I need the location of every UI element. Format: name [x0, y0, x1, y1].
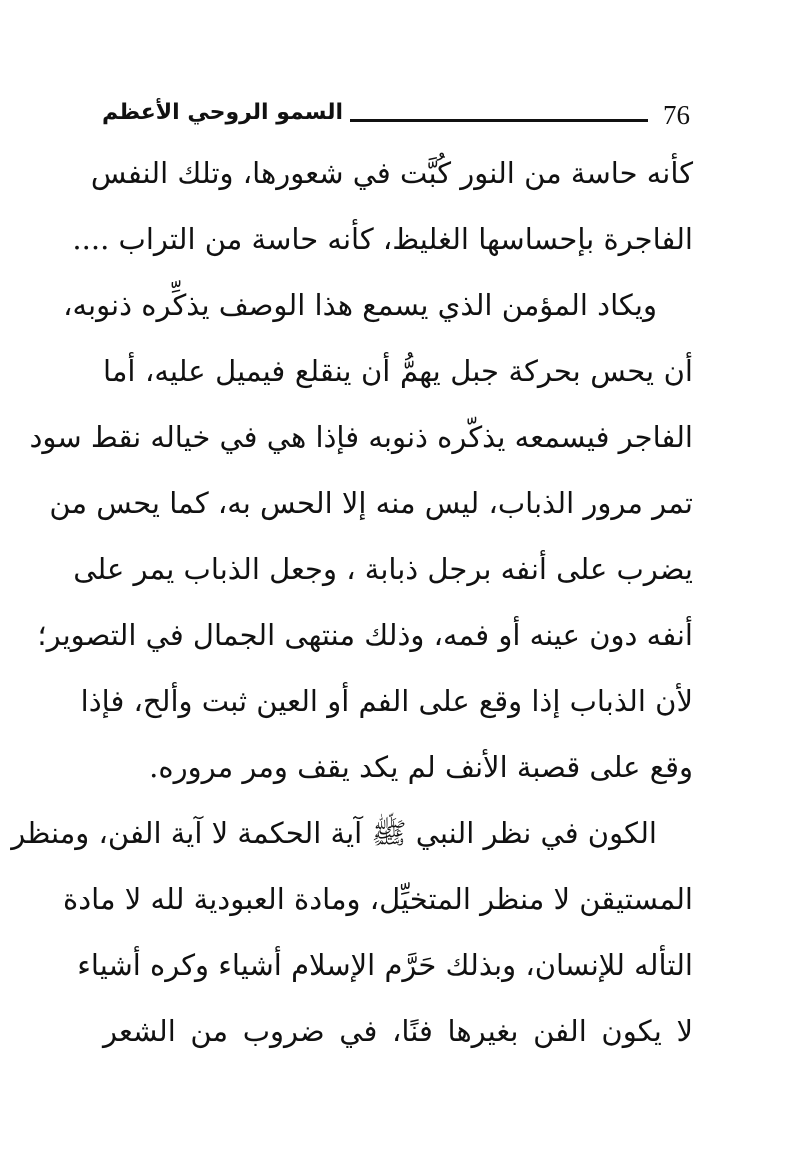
- text-line: المستيقن لا منظر المتخيِّل، ومادة العبودية لله لا مادة: [63, 882, 693, 916]
- text-line: كأنه حاسة من النور كُبَّت في شعورها، وتلك النفس: [90, 156, 693, 190]
- text-line: الفاجرة بإحساسها الغليظ، كأنه حاسة من التراب ....: [72, 222, 693, 256]
- text-line: ويكاد المؤمن الذي يسمع هذا الوصف يذكِّره ذنوبه،: [63, 288, 657, 322]
- text-line: الكون في نظر النبي ﷺ آية الحكمة لا آية الفن، ومنظر: [11, 816, 657, 850]
- text-line: أن يحس بحركة جبل يهمُّ أن ينقلع فيميل عليه، أما: [103, 354, 693, 388]
- text-line: أنفه دون عينه أو فمه، وذلك منتهى الجمال في التصوير؛: [37, 618, 693, 652]
- text-line: لأن الذباب إذا وقع على الفم أو العين ثبت وألح، فإذا: [80, 684, 693, 718]
- text-line: تمر مرور الذباب، ليس منه إلا الحس به، كما يحس من: [49, 486, 693, 520]
- header-rule: [350, 119, 648, 122]
- running-header: [103, 96, 693, 136]
- text-line: لا يكون الفن بغيرها فنًا، في ضروب من الشعر: [103, 1014, 693, 1048]
- page-number: 76: [663, 100, 690, 130]
- text-line: الفاجر فيسمعه يذكّره ذنوبه فإذا هي في خياله نقط سود: [29, 420, 693, 454]
- header-title: السمو الروحي الأعظم: [102, 100, 343, 125]
- text-line: التأله للإنسان، وبذلك حَرَّم الإسلام أشياء وكره أشياء: [77, 948, 693, 982]
- body-text: [11, 140, 693, 1064]
- text-line: وقع على قصبة الأنف لم يكد يقف ومر مروره.: [149, 750, 693, 784]
- text-line: يضرب على أنفه برجل ذبابة ، وجعل الذباب يمر على: [73, 552, 693, 586]
